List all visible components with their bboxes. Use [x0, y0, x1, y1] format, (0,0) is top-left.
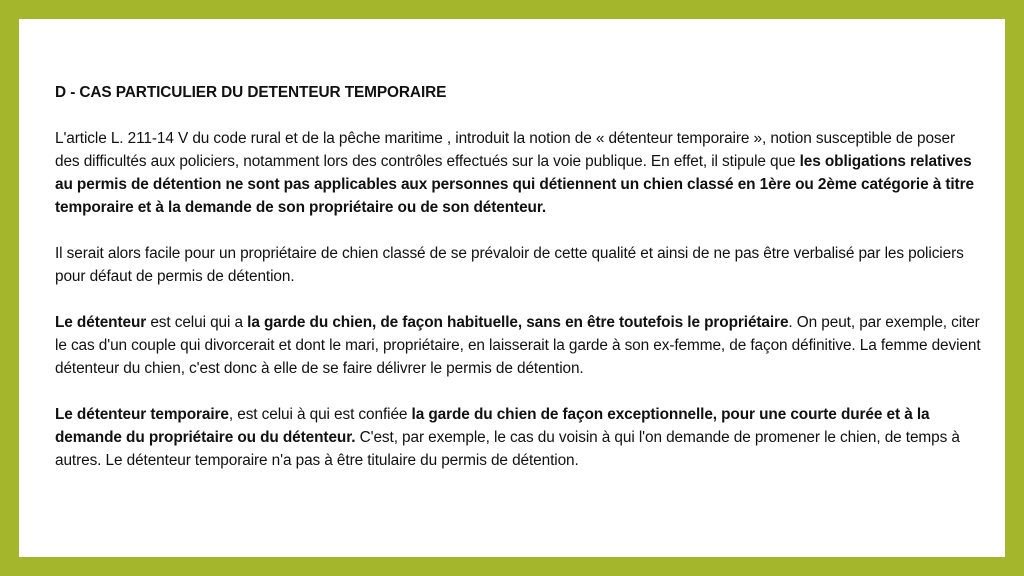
paragraph-text: . On peut, par exemple, citer le cas d'un couple qui divorcerait et dont le mari, propriétaire, en laisserait la garde à son ex-femme, de façon définitive. La femme devient détenteur du chien, c'est donc à elle de se faire délivrer le permis de détention. [55, 314, 981, 377]
document-body [55, 81, 983, 472]
paragraph-text: Il serait alors facile pour un propriétaire de chien classé de se prévaloir de cette qualité et ainsi de ne pas être verbalisé par les policiers pour défaut de permis de détention. [55, 245, 964, 285]
paragraph-bold-text: les obligations relatives au permis de détention ne sont pas applicables aux personnes qui détiennent un chien classé en 1ère ou 2ème catégorie à titre temporaire et à la demande de son propriétaire ou de son détenteur. [55, 153, 974, 216]
paragraph-article-reference [55, 127, 983, 219]
paragraph-verbalisation [55, 242, 983, 288]
paragraph-text: C'est, par exemple, le cas du voisin à qui l'on demande de promener le chien, de temps à autres. Le détenteur temporaire n'a pas à être titulaire du permis de détention. [55, 429, 960, 469]
paragraph-text: est celui qui a [146, 314, 248, 331]
paragraph-text: , est celui à qui est confiée [228, 406, 412, 423]
paragraph-bold-text: la garde du chien, de façon habituelle, sans en être toutefois le propriétaire [247, 314, 789, 331]
paragraph-detenteur-definition [55, 311, 983, 380]
paragraph-text: L'article L. 211-14 V du code rural et de la pêche maritime , introduit la notion de « détenteur temporaire », notion susceptible de poser des difficultés aux policiers, notamment lors des contrôles effectués sur la voie publique. En effet, il stipule que [55, 130, 956, 170]
paragraph-bold-text: la garde du chien de façon exceptionnelle, pour une courte durée et à la demande du propriétaire ou du détenteur. [55, 406, 930, 446]
paragraph-detenteur-temporaire-definition [55, 403, 983, 472]
section-heading: D - CAS PARTICULIER DU DETENTEUR TEMPORAIRE [55, 84, 447, 101]
slide-page [19, 19, 1005, 557]
term-detenteur: Le détenteur [55, 314, 147, 331]
term-detenteur-temporaire: Le détenteur temporaire [55, 406, 229, 423]
